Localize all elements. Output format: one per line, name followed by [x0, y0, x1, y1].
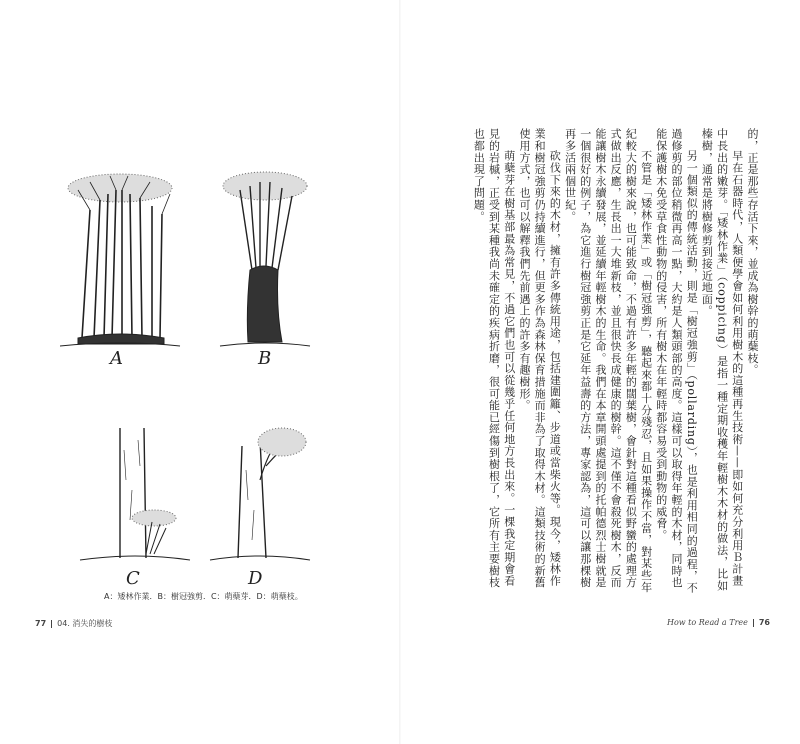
tree-label-d: D [248, 568, 263, 589]
paragraph: 不管是「矮林作業」或「樹冠強剪」，聽起來都十分殘忍，且如果操作不當，對某些年紀較大的樹來說，也可能致命，不過有許多年輕的闊葉樹，會針對這種看似野蠻的處理方式做出反應，生長出一大堆新枝，並且很快長成健康的樹幹。這不僅不會殺死樹木，反而能讓樹木永續發展，並延續年輕樹木的生命。我們在本章開頭處提到的托帕德烈士樹就是一個很好的例子，為它進行樹冠強剪正是它延年益壽的方法，專家認為，這可以讓那棵樹再多活兩個世紀。 [563, 128, 653, 593]
paragraph: 另一個類似的傳統活動，則是「樹冠強剪」（pollarding），也是利用相同的過程，不過修剪的部位稍微再高一點，大約是人類頭部的高度。這樣可以取得年輕的木材，同時也能保護樹木免受草食性動物的侵害，所有樹木在年輕時都容易受到動物的威脅。 [654, 128, 699, 594]
footer-divider [753, 619, 754, 627]
tree-illustration [60, 150, 360, 610]
tree-b-drawing [220, 172, 310, 346]
tree-d-drawing [210, 428, 310, 560]
chapter-title: 04. 消失的樹枝 [57, 619, 113, 628]
tree-label-b: B [258, 348, 272, 369]
book-title: How to Read a Tree [666, 618, 748, 627]
right-page-number: 76 [758, 618, 770, 627]
paragraph: 砍伐下來的木材，擁有許多傳統用途，包括建圍籬、步道或當柴火等。現今，矮林作業和樹冠強剪仍持續進行，但更多作為森林保育措施而非為了取得木材。這類技術的新舊使用方式，也可以解釋我們先前遇上的許多有趣樹形。 [517, 128, 562, 589]
figure-caption: A：矮林作業．B：樹冠強剪．C：萌蘖芽．D：萌蘖枝。 [104, 592, 303, 601]
tree-label-a: A [110, 348, 123, 369]
page-gutter [399, 0, 401, 744]
tree-a-drawing [60, 174, 180, 346]
tree-drawings [60, 150, 360, 610]
paragraph: 的，正是那些存活下來，並成為樹幹的萌蘖枝。 [746, 128, 759, 376]
left-page-footer [35, 618, 112, 629]
body-text [430, 128, 760, 598]
right-page-footer [667, 618, 770, 627]
paragraph: 早在石器時代，人類便學會如何利用樹木的這種再生技術——即如何充分利用Ｂ計畫中長出的嫩芽。「矮林作業」（coppicing）是指一種定期收穫年輕樹木木材的做法，比如榛樹，通常是將樹修剪到接近地面。 [700, 128, 744, 592]
footer-divider [51, 620, 52, 628]
left-page-number: 77 [35, 619, 47, 628]
tree-label-c: C [126, 568, 140, 589]
paragraph: 萌蘖芽在樹基部最為常見，不過它們也可以從幾乎任何地方長出來。一棵我定期會看見的岩槭，正受到某種我尚未確定的疾病折磨，很可能已經傷到樹根了，它所有主要樹枝也都出現了問題。 [472, 128, 516, 589]
tree-c-drawing [80, 428, 190, 560]
